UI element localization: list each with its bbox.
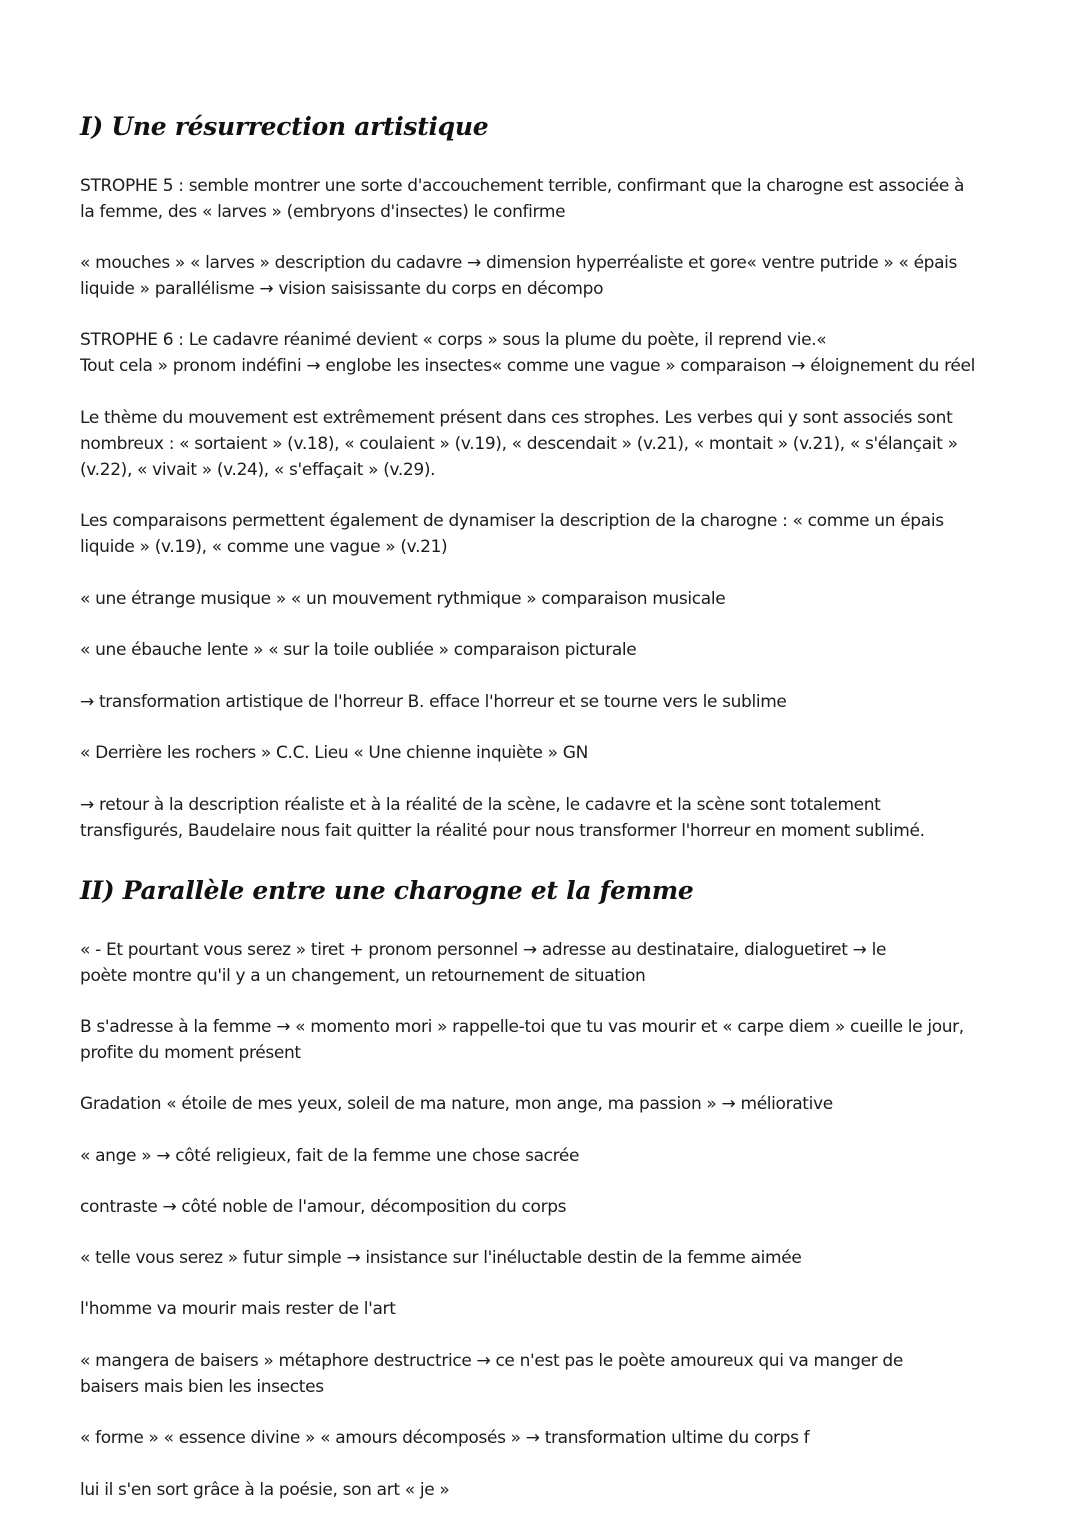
paragraph — [80, 792, 1010, 844]
paragraph — [80, 1425, 1010, 1451]
paragraph — [80, 1194, 1010, 1220]
paragraph — [80, 1245, 1010, 1271]
text-line: Gradation « étoile de mes yeux, soleil de ma nature, mon ange, ma passion » → méliorative — [80, 1094, 833, 1114]
text-line: → transformation artistique de l'horreur B. efface l'horreur et se tourne vers le sublime — [80, 692, 787, 712]
text-line: « Derrière les rochers » C.C. Lieu « Une chienne inquiète » GN — [80, 743, 588, 763]
text-line: nombreux : « sortaient » (v.18), « coulaient » (v.19), « descendait » (v.21), « montait » (v.21), « s'élançait » — [80, 434, 958, 454]
text-line: Les comparaisons permettent également de dynamiser la description de la charogne : « comme un épais — [80, 511, 944, 531]
text-line: « une ébauche lente » « sur la toile oubliée » comparaison picturale — [80, 640, 637, 660]
paragraph — [80, 1091, 1010, 1117]
text-line: « telle vous serez » futur simple → insistance sur l'inéluctable destin de la femme aimée — [80, 1248, 802, 1268]
text-line: « ange » → côté religieux, fait de la femme une chose sacrée — [80, 1146, 580, 1166]
text-line: « forme » « essence divine » « amours décomposés » → transformation ultime du corps f — [80, 1428, 810, 1448]
text-line: liquide » (v.19), « comme une vague » (v.21) — [80, 537, 448, 557]
text-line: baisers mais bien les insectes — [80, 1377, 324, 1397]
paragraph — [80, 173, 1010, 225]
paragraph — [80, 1477, 1010, 1503]
paragraph — [80, 508, 1010, 560]
text-line: « - Et pourtant vous serez » tiret + pronom personnel → adresse au destinataire, dialoguetiret → le — [80, 940, 887, 960]
text-line: B s'adresse à la femme → « momento mori » rappelle-toi que tu vas mourir et « carpe diem » cueille le jour, — [80, 1017, 964, 1037]
text-line: transfigurés, Baudelaire nous fait quitter la réalité pour nous transformer l'horreur en moment sublimé. — [80, 821, 925, 841]
text-line: la femme, des « larves » (embryons d'insectes) le confirme — [80, 202, 566, 222]
paragraph — [80, 740, 1010, 766]
text-line: STROPHE 5 : semble montrer une sorte d'accouchement terrible, confirmant que la charogne est associée à — [80, 176, 965, 196]
paragraph — [80, 937, 1010, 989]
text-line: profite du moment présent — [80, 1043, 301, 1063]
paragraph — [80, 1143, 1010, 1169]
text-line: contraste → côté noble de l'amour, décomposition du corps — [80, 1197, 567, 1217]
paragraph — [80, 586, 1010, 612]
text-line: « une étrange musique » « un mouvement rythmique » comparaison musicale — [80, 589, 726, 609]
paragraph — [80, 327, 1010, 379]
text-line: Tout cela » pronom indéfini → englobe les insectes« comme une vague » comparaison → éloignement du réel — [80, 356, 975, 376]
text-line: Le thème du mouvement est extrêmement présent dans ces strophes. Les verbes qui y sont associés sont — [80, 408, 953, 428]
text-line: « mouches » « larves » description du cadavre → dimension hyperréaliste et gore« ventre putride » « épais — [80, 253, 958, 273]
paragraph — [80, 405, 1010, 483]
paragraph — [80, 1348, 1010, 1400]
paragraph — [80, 689, 1010, 715]
text-line: liquide » parallélisme → vision saisissante du corps en décompo — [80, 279, 604, 299]
text-line: (v.22), « vivait » (v.24), « s'effaçait » (v.29). — [80, 460, 436, 480]
text-line: STROPHE 6 : Le cadavre réanimé devient « corps » sous la plume du poète, il reprend vie.« — [80, 330, 827, 350]
text-line: → retour à la description réaliste et à la réalité de la scène, le cadavre et la scène sont totalement — [80, 795, 881, 815]
text-line: poète montre qu'il y a un changement, un retournement de situation — [80, 966, 646, 986]
text-line: lui il s'en sort grâce à la poésie, son art « je » — [80, 1480, 450, 1500]
paragraph — [80, 637, 1010, 663]
paragraph — [80, 1296, 1010, 1322]
text-line: « mangera de baisers » métaphore destructrice → ce n'est pas le poète amoureux qui va manger de — [80, 1351, 903, 1371]
text-line: l'homme va mourir mais rester de l'art — [80, 1299, 396, 1319]
paragraph — [80, 250, 1010, 302]
paragraph — [80, 1014, 1010, 1066]
section-2-title: II) Parallèle entre une charogne et la femme — [80, 876, 694, 905]
section-1-title: I) Une résurrection artistique — [80, 112, 489, 141]
